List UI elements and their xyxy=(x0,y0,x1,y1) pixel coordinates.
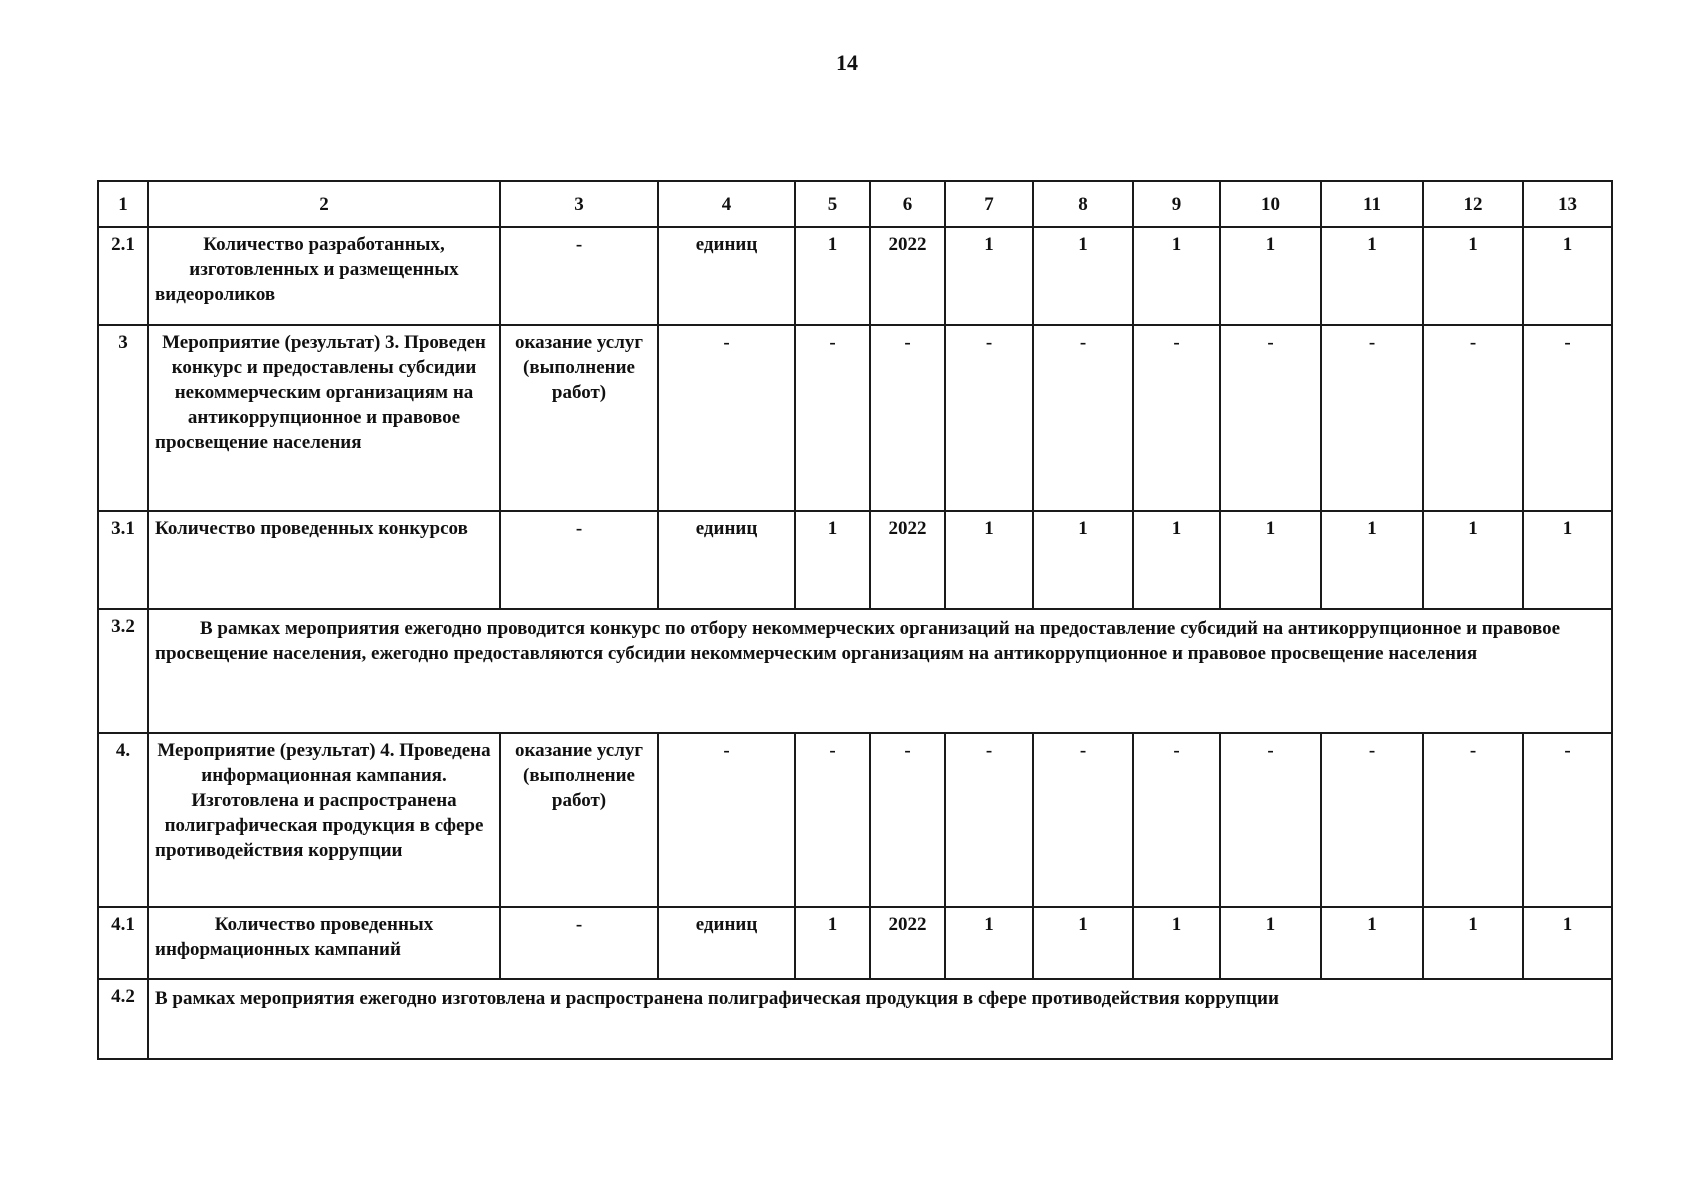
table-cell: 1 xyxy=(1133,227,1220,325)
header-cell: 13 xyxy=(1523,181,1612,227)
table-cell: - xyxy=(500,907,658,979)
table-cell: 1 xyxy=(1523,511,1612,609)
table-cell: - xyxy=(1321,733,1423,907)
table-cell: 1 xyxy=(1423,511,1523,609)
table-cell: - xyxy=(1220,733,1321,907)
table-cell: - xyxy=(795,733,870,907)
table-cell: 1 xyxy=(1321,511,1423,609)
table-cell: - xyxy=(1321,325,1423,511)
table-cell: 1 xyxy=(945,227,1033,325)
year-cell: 2022 xyxy=(870,227,945,325)
table-cell: - xyxy=(658,325,795,511)
table-row xyxy=(98,979,1612,1059)
row-number: 3.1 xyxy=(98,511,148,609)
table-cell: 1 xyxy=(1321,227,1423,325)
table-cell: 1 xyxy=(795,227,870,325)
table-cell: - xyxy=(1133,325,1220,511)
header-cell: 9 xyxy=(1133,181,1220,227)
indicator-name: Количество проведенных конкурсов xyxy=(148,511,500,609)
unit-cell: единиц xyxy=(658,227,795,325)
measure-name: Мероприятие (результат) 4. Проведена информационная кампания. Изготовлена и распространена полиграфическая продукция в сфере противодействия коррупции xyxy=(148,733,500,907)
table-cell: 1 xyxy=(1423,907,1523,979)
table-cell: 1 xyxy=(795,511,870,609)
table-cell: - xyxy=(1220,325,1321,511)
indicator-name: Количество проведенных информационных кампаний xyxy=(148,907,500,979)
table-cell: - xyxy=(500,227,658,325)
unit-cell: единиц xyxy=(658,511,795,609)
table-cell: 1 xyxy=(1033,227,1133,325)
measure-name: Мероприятие (результат) 3. Проведен конкурс и предоставлены субсидии некоммерческим организациям на антикоррупционное и правовое просвещение населения xyxy=(148,325,500,511)
table-row xyxy=(98,609,1612,733)
row-number: 4. xyxy=(98,733,148,907)
table-cell: 1 xyxy=(795,907,870,979)
table-cell: 1 xyxy=(945,907,1033,979)
table-cell: 1 xyxy=(1220,907,1321,979)
table-cell: - xyxy=(795,325,870,511)
table-row xyxy=(98,227,1612,325)
measure-type: оказание услуг (выполнение работ) xyxy=(500,325,658,511)
table-cell: 1 xyxy=(1423,227,1523,325)
note-text: В рамках мероприятия ежегодно проводится конкурс по отбору некоммерческих организаций на предоставление субсидий на антикоррупционное и правовое просвещение населения, ежегодно предоставляются субсидии некоммерческим организациям на антикоррупционное и правовое просвещение населения xyxy=(148,609,1612,733)
table-cell: 1 xyxy=(1220,227,1321,325)
indicator-name: Количество разработанных, изготовленных и размещенных видеороликов xyxy=(148,227,500,325)
table-cell: 1 xyxy=(1133,907,1220,979)
table-cell: 1 xyxy=(1523,227,1612,325)
table-cell: - xyxy=(1033,733,1133,907)
year-cell: 2022 xyxy=(870,511,945,609)
table-cell: 1 xyxy=(1133,511,1220,609)
indicators-table xyxy=(97,180,1613,1060)
header-cell: 5 xyxy=(795,181,870,227)
header-cell: 8 xyxy=(1033,181,1133,227)
row-number: 2.1 xyxy=(98,227,148,325)
table-cell: - xyxy=(945,733,1033,907)
table-cell: 1 xyxy=(945,511,1033,609)
table-row xyxy=(98,733,1612,907)
row-number: 3 xyxy=(98,325,148,511)
table-cell: - xyxy=(1523,733,1612,907)
table-cell: 1 xyxy=(1033,907,1133,979)
table-header-row xyxy=(98,181,1612,227)
table-cell: 1 xyxy=(1321,907,1423,979)
table-cell: 1 xyxy=(1220,511,1321,609)
note-text: В рамках мероприятия ежегодно изготовлена и распространена полиграфическая продукция в сфере противодействия коррупции xyxy=(148,979,1612,1059)
table-cell: - xyxy=(945,325,1033,511)
measure-type: оказание услуг (выполнение работ) xyxy=(500,733,658,907)
page-number: 14 xyxy=(836,50,858,75)
header-cell: 6 xyxy=(870,181,945,227)
table-cell: - xyxy=(870,733,945,907)
year-cell: 2022 xyxy=(870,907,945,979)
unit-cell: единиц xyxy=(658,907,795,979)
header-cell: 7 xyxy=(945,181,1033,227)
header-cell: 10 xyxy=(1220,181,1321,227)
table-cell: - xyxy=(1523,325,1612,511)
table-cell: - xyxy=(1423,325,1523,511)
table-cell: - xyxy=(1423,733,1523,907)
header-cell: 11 xyxy=(1321,181,1423,227)
table-row xyxy=(98,325,1612,511)
table-cell: - xyxy=(658,733,795,907)
header-cell: 1 xyxy=(98,181,148,227)
table-cell: 1 xyxy=(1033,511,1133,609)
table-cell: 1 xyxy=(1523,907,1612,979)
header-cell: 4 xyxy=(658,181,795,227)
table-row xyxy=(98,907,1612,979)
row-number: 4.1 xyxy=(98,907,148,979)
table-cell: - xyxy=(1133,733,1220,907)
header-cell: 12 xyxy=(1423,181,1523,227)
table-row xyxy=(98,511,1612,609)
row-number: 3.2 xyxy=(98,609,148,733)
table-cell: - xyxy=(1033,325,1133,511)
row-number: 4.2 xyxy=(98,979,148,1059)
table-cell: - xyxy=(500,511,658,609)
header-cell: 2 xyxy=(148,181,500,227)
table-cell: - xyxy=(870,325,945,511)
header-cell: 3 xyxy=(500,181,658,227)
